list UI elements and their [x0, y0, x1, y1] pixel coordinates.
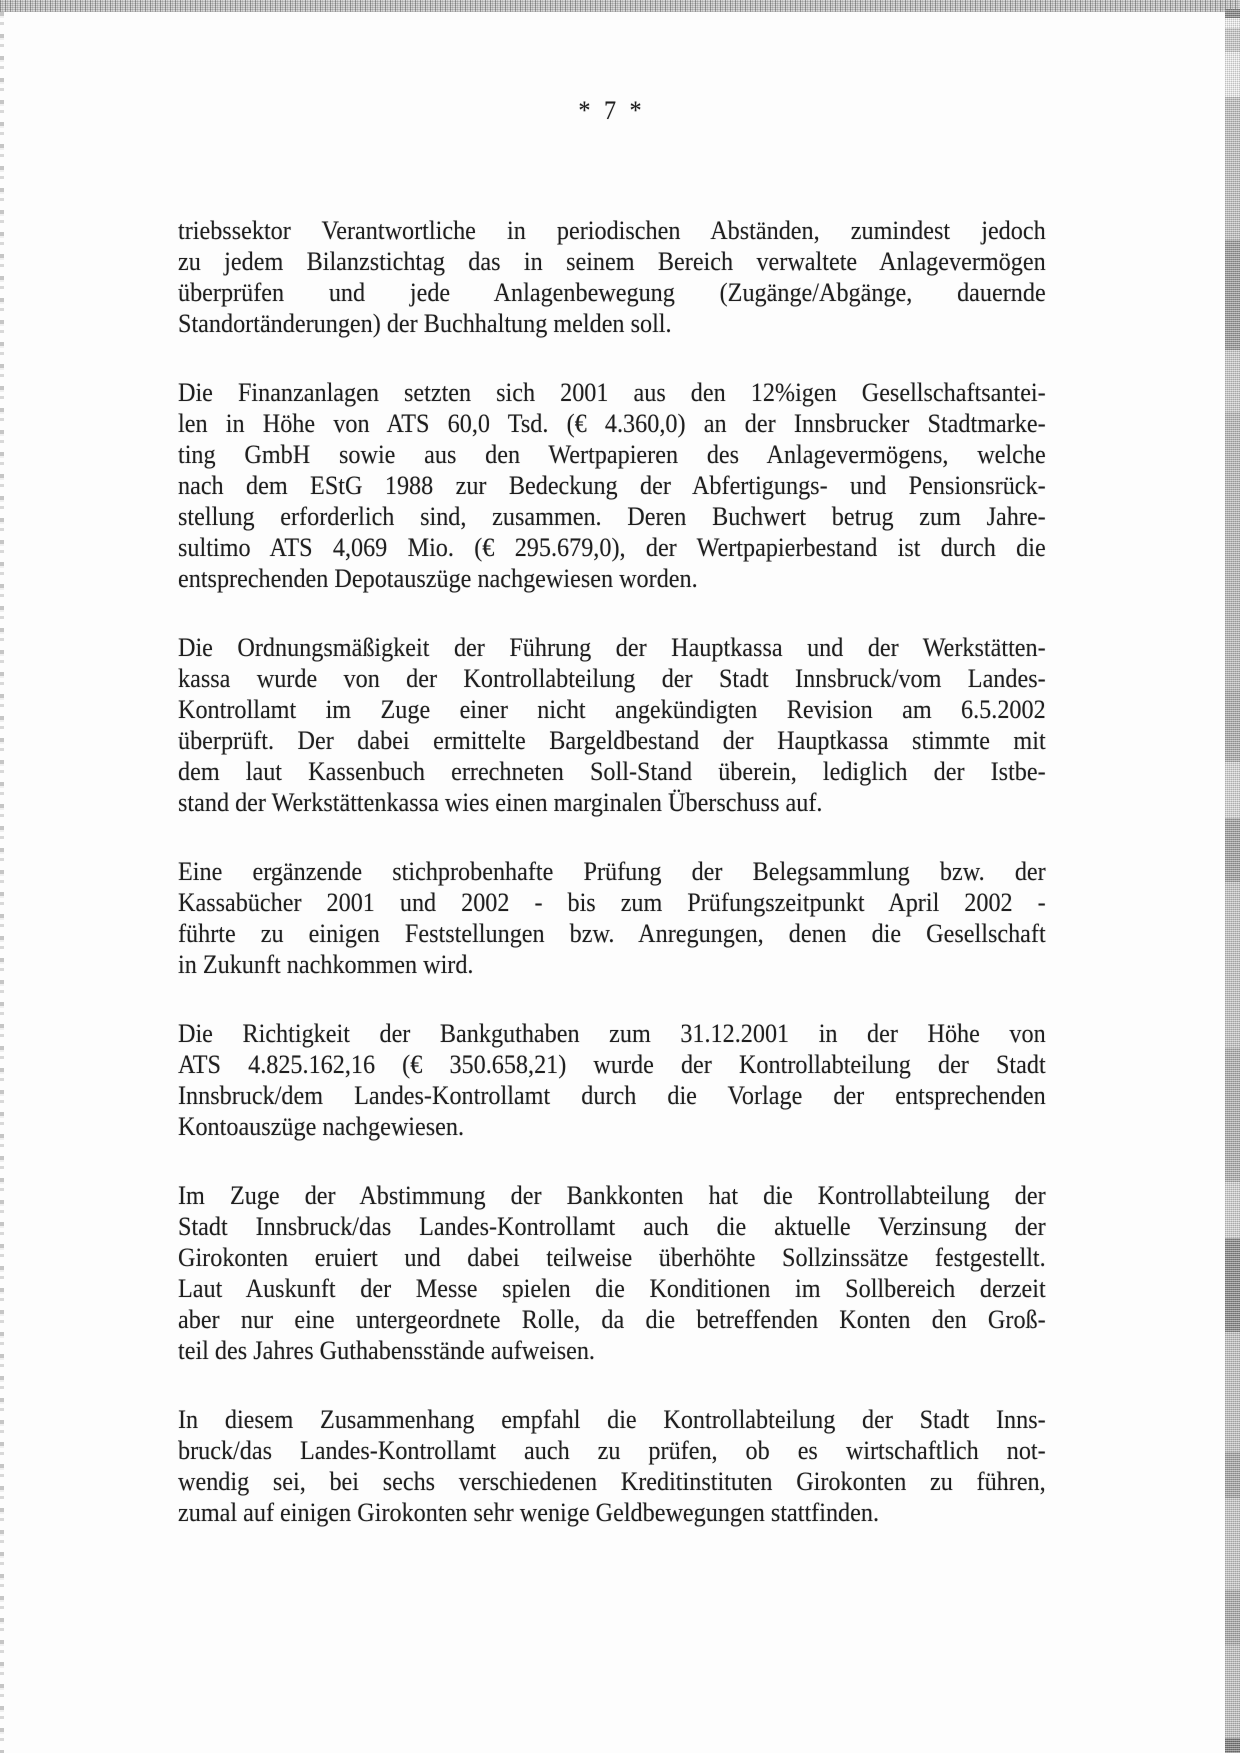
text-line: teil des Jahres Guthabensstände aufweisen.: [178, 1336, 595, 1365]
text-line: Innsbruck/dem Landes-Kontrollamt durch die Vorlage der entsprechenden: [178, 1081, 1046, 1110]
text-line: In diesem Zusammenhang empfahl die Kontrollabteilung der Stadt Inns-: [178, 1405, 1046, 1434]
text-line: Kontoauszüge nachgewiesen.: [178, 1112, 465, 1141]
text-line: zu jedem Bilanzstichtag das in seinem Bereich verwaltete Anlagevermögen: [178, 247, 1046, 276]
paragraph-5: [178, 1018, 1046, 1142]
text-line: Die Finanzanlagen setzten sich 2001 aus den 12%igen Gesellschaftsantei-: [178, 378, 1046, 407]
text-line: nach dem EStG 1988 zur Bedeckung der Abfertigungs- und Pensionsrück-: [178, 471, 1046, 500]
text-line: ATS 4.825.162,16 (€ 350.658,21) wurde der Kontrollabteilung der Stadt: [178, 1050, 1046, 1079]
document-body: [178, 215, 1046, 1528]
text-line: triebssektor Verantwortliche in periodischen Abständen, zumindest jedoch: [178, 216, 1046, 245]
scan-artifact-left-edge: [0, 12, 4, 1753]
scan-artifact-right-edge: [1225, 9, 1240, 1753]
text-line: überprüfen und jede Anlagenbewegung (Zugänge/Abgänge, dauernde: [178, 278, 1046, 307]
text-line: Die Ordnungsmäßigkeit der Führung der Hauptkassa und der Werkstätten-: [178, 633, 1046, 662]
paragraph-1: [178, 215, 1046, 339]
text-line: Im Zuge der Abstimmung der Bankkonten hat die Kontrollabteilung der: [178, 1181, 1046, 1210]
text-line: zumal auf einigen Girokonten sehr wenige Geldbewegungen stattfinden.: [178, 1498, 880, 1527]
text-line: Standortänderungen) der Buchhaltung melden soll.: [178, 309, 672, 338]
text-line: kassa wurde von der Kontrollabteilung der Stadt Innsbruck/vom Landes-: [178, 664, 1046, 693]
text-line: entsprechenden Depotauszüge nachgewiesen worden.: [178, 564, 698, 593]
document-text-column: [178, 96, 1046, 1566]
text-line: Stadt Innsbruck/das Landes-Kontrollamt auch die aktuelle Verzinsung der: [178, 1212, 1046, 1241]
text-line: Kassabücher 2001 und 2002 - bis zum Prüfungszeitpunkt April 2002 -: [178, 888, 1046, 917]
page-number: * 7 *: [578, 96, 646, 125]
text-line: Girokonten eruiert und dabei teilweise überhöhte Sollzinssätze festgestellt.: [178, 1243, 1046, 1272]
text-line: Laut Auskunft der Messe spielen die Konditionen im Sollbereich derzeit: [178, 1274, 1046, 1303]
text-line: aber nur eine untergeordnete Rolle, da die betreffenden Konten den Groß-: [178, 1305, 1046, 1334]
paragraph-2: [178, 377, 1046, 594]
paragraph-3: [178, 632, 1046, 818]
text-line: len in Höhe von ATS 60,0 Tsd. (€ 4.360,0) an der Innsbrucker Stadtmarke-: [178, 409, 1046, 438]
text-line: Eine ergänzende stichprobenhafte Prüfung der Belegsammlung bzw. der: [178, 857, 1046, 886]
scan-artifact-top-edge: [0, 0, 1240, 12]
text-line: stand der Werkstättenkassa wies einen marginalen Überschuss auf.: [178, 788, 823, 817]
text-line: wendig sei, bei sechs verschiedenen Kreditinstituten Girokonten zu führen,: [178, 1467, 1046, 1496]
text-line: sultimo ATS 4,069 Mio. (€ 295.679,0), der Wertpapierbestand ist durch die: [178, 533, 1046, 562]
paragraph-7: [178, 1404, 1046, 1528]
text-line: ting GmbH sowie aus den Wertpapieren des Anlagevermögens, welche: [178, 440, 1046, 469]
text-line: Kontrollamt im Zuge einer nicht angekündigten Revision am 6.5.2002: [178, 695, 1046, 724]
text-line: in Zukunft nachkommen wird.: [178, 950, 474, 979]
paragraph-4: [178, 856, 1046, 980]
text-line: führte zu einigen Feststellungen bzw. Anregungen, denen die Gesellschaft: [178, 919, 1046, 948]
text-line: Die Richtigkeit der Bankguthaben zum 31.12.2001 in der Höhe von: [178, 1019, 1046, 1048]
text-line: dem laut Kassenbuch errechneten Soll-Stand überein, lediglich der Istbe-: [178, 757, 1046, 786]
text-line: überprüft. Der dabei ermittelte Bargeldbestand der Hauptkassa stimmte mit: [178, 726, 1046, 755]
paragraph-6: [178, 1180, 1046, 1366]
text-line: stellung erforderlich sind, zusammen. Deren Buchwert betrug zum Jahre-: [178, 502, 1046, 531]
text-line: bruck/das Landes-Kontrollamt auch zu prüfen, ob es wirtschaftlich not-: [178, 1436, 1046, 1465]
